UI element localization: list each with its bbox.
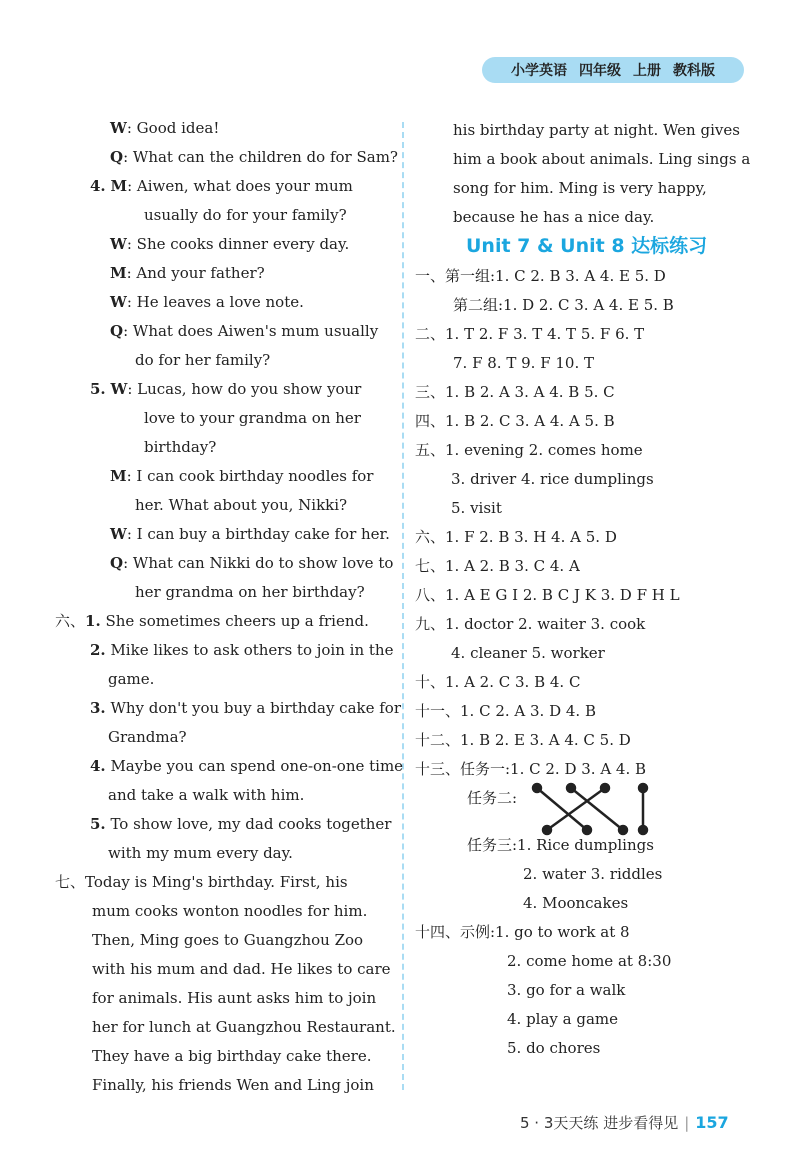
dialogue-line: M: And your father? — [110, 264, 265, 282]
answer-line: 六、1. She sometimes cheers up a friend. — [55, 612, 369, 630]
dialogue-line: Q: What can Nikki do to show love to — [110, 554, 394, 572]
answer-line: 十一、1. C 2. A 3. D 4. B — [415, 702, 596, 720]
answer-line: 三、1. B 2. A 3. A 4. B 5. C — [415, 383, 615, 401]
passage-line: Then, Ming goes to Guangzhou Zoo — [92, 931, 364, 949]
dialogue-line: W: Good idea! — [110, 119, 220, 137]
dialogue-line: Q: What can the children do for Sam? — [110, 148, 398, 166]
dialogue-line: Q: What does Aiwen's mum usually — [110, 322, 379, 340]
answer-line: 四、1. B 2. C 3. A 4. A 5. B — [415, 412, 615, 430]
answer-line: 十四、示例:1. go to work at 8 — [415, 923, 630, 941]
answer-line: with my mum every day. — [108, 844, 293, 862]
dialogue-line: M: I can cook birthday noodles for — [110, 467, 374, 485]
answer-line: 九、1. doctor 2. waiter 3. cook — [415, 615, 646, 633]
column-divider — [402, 122, 404, 1090]
answer-line: Grandma? — [108, 728, 187, 746]
answer-line: 七、1. A 2. B 3. C 4. A — [415, 557, 580, 575]
answer-line: 4. play a game — [507, 1010, 619, 1028]
passage-line: for animals. His aunt asks him to join — [92, 989, 377, 1007]
footer-slogan: 进步看得见 — [603, 1114, 679, 1132]
answer-line: 十、1. A 2. C 3. B 4. C — [415, 673, 581, 691]
answer-line: 一、第一组:1. C 2. B 3. A 4. E 5. D — [415, 267, 666, 285]
answer-line: 十三、任务一:1. C 2. D 3. A 4. B — [415, 760, 647, 778]
match-dot — [567, 784, 575, 792]
passage-line: Finally, his friends Wen and Ling join — [92, 1076, 374, 1094]
answer-line: 4. Maybe you can spend one-on-one time — [90, 757, 404, 775]
match-dot — [533, 784, 541, 792]
header-edition: 教科版 — [673, 63, 715, 79]
passage-line: mum cooks wonton noodles for him. — [92, 902, 368, 920]
dialogue-line: birthday? — [144, 438, 217, 456]
dialogue-line: usually do for your family? — [144, 206, 347, 224]
dialogue-line: do for her family? — [135, 351, 271, 369]
answer-line: 5. do chores — [507, 1039, 601, 1057]
passage-line: his birthday party at night. Wen gives — [453, 121, 740, 139]
passage-line: because he has a nice day. — [453, 208, 655, 226]
dialogue-line: love to your grandma on her — [144, 409, 361, 427]
passage-line: They have a big birthday cake there. — [92, 1047, 372, 1065]
answer-line: 任务二: — [467, 789, 518, 807]
header-tab — [482, 57, 744, 83]
answer-line: 7. F 8. T 9. F 10. T — [453, 354, 594, 372]
dialogue-line: 5. W: Lucas, how do you show your — [90, 380, 362, 398]
answer-line: 3. driver 4. rice dumplings — [451, 470, 654, 488]
answer-line: 3. go for a walk — [507, 981, 626, 999]
answer-line: 2. come home at 8:30 — [507, 952, 672, 970]
answer-line: 六、1. F 2. B 3. H 4. A 5. D — [415, 528, 617, 546]
footer-brand: 5 · 3天天练 — [520, 1114, 599, 1132]
answer-line: 4. cleaner 5. worker — [451, 644, 605, 662]
answer-line: 5. To show love, my dad cooks together — [90, 815, 392, 833]
dialogue-line: W: I can buy a birthday cake for her. — [110, 525, 390, 543]
answer-line: 五、1. evening 2. comes home — [415, 441, 643, 459]
footer-separator: | — [684, 1114, 690, 1132]
answer-line: 4. Mooncakes — [523, 894, 629, 912]
passage-line: 七、Today is Ming's birthday. First, his — [55, 873, 348, 891]
answer-line: 任务三:1. Rice dumplings — [467, 836, 654, 854]
passage-line: with his mum and dad. He likes to care — [92, 960, 391, 978]
section-title: Unit 7 & Unit 8 达标练习 — [466, 235, 708, 257]
passage-line: song for him. Ming is very happy, — [453, 179, 707, 197]
answer-line: game. — [108, 670, 155, 688]
answer-line: 八、1. A E G I 2. B C J K 3. D F H L — [415, 586, 680, 604]
dialogue-line: W: He leaves a love note. — [110, 293, 304, 311]
header-subject: 小学英语 — [511, 63, 567, 79]
answer-line: 3. Why don't you buy a birthday cake for — [90, 699, 402, 717]
dialogue-line: W: She cooks dinner every day. — [110, 235, 350, 253]
answer-line: 2. Mike likes to ask others to join in the — [90, 641, 394, 659]
answer-line: 2. water 3. riddles — [523, 865, 663, 883]
passage-line: her for lunch at Guangzhou Restaurant. — [92, 1018, 396, 1036]
answer-line: 十二、1. B 2. E 3. A 4. C 5. D — [415, 731, 631, 749]
answer-line: 第二组:1. D 2. C 3. A 4. E 5. B — [453, 296, 674, 314]
dialogue-line: her. What about you, Nikki? — [135, 496, 348, 514]
dialogue-line: 4. M: Aiwen, what does your mum — [90, 177, 353, 195]
answer-line: 5. visit — [451, 499, 502, 517]
answer-line: 二、1. T 2. F 3. T 4. T 5. F 6. T — [415, 325, 645, 343]
match-dot — [639, 784, 647, 792]
dialogue-line: her grandma on her birthday? — [135, 583, 365, 601]
match-dot — [601, 784, 609, 792]
passage-line: him a book about animals. Ling sings a — [453, 150, 751, 168]
header-grade: 四年级 — [579, 63, 621, 79]
page-footer — [520, 1112, 729, 1133]
page-number: 157 — [695, 1113, 729, 1132]
answer-line: and take a walk with him. — [108, 786, 305, 804]
header-term: 上册 — [633, 63, 661, 79]
